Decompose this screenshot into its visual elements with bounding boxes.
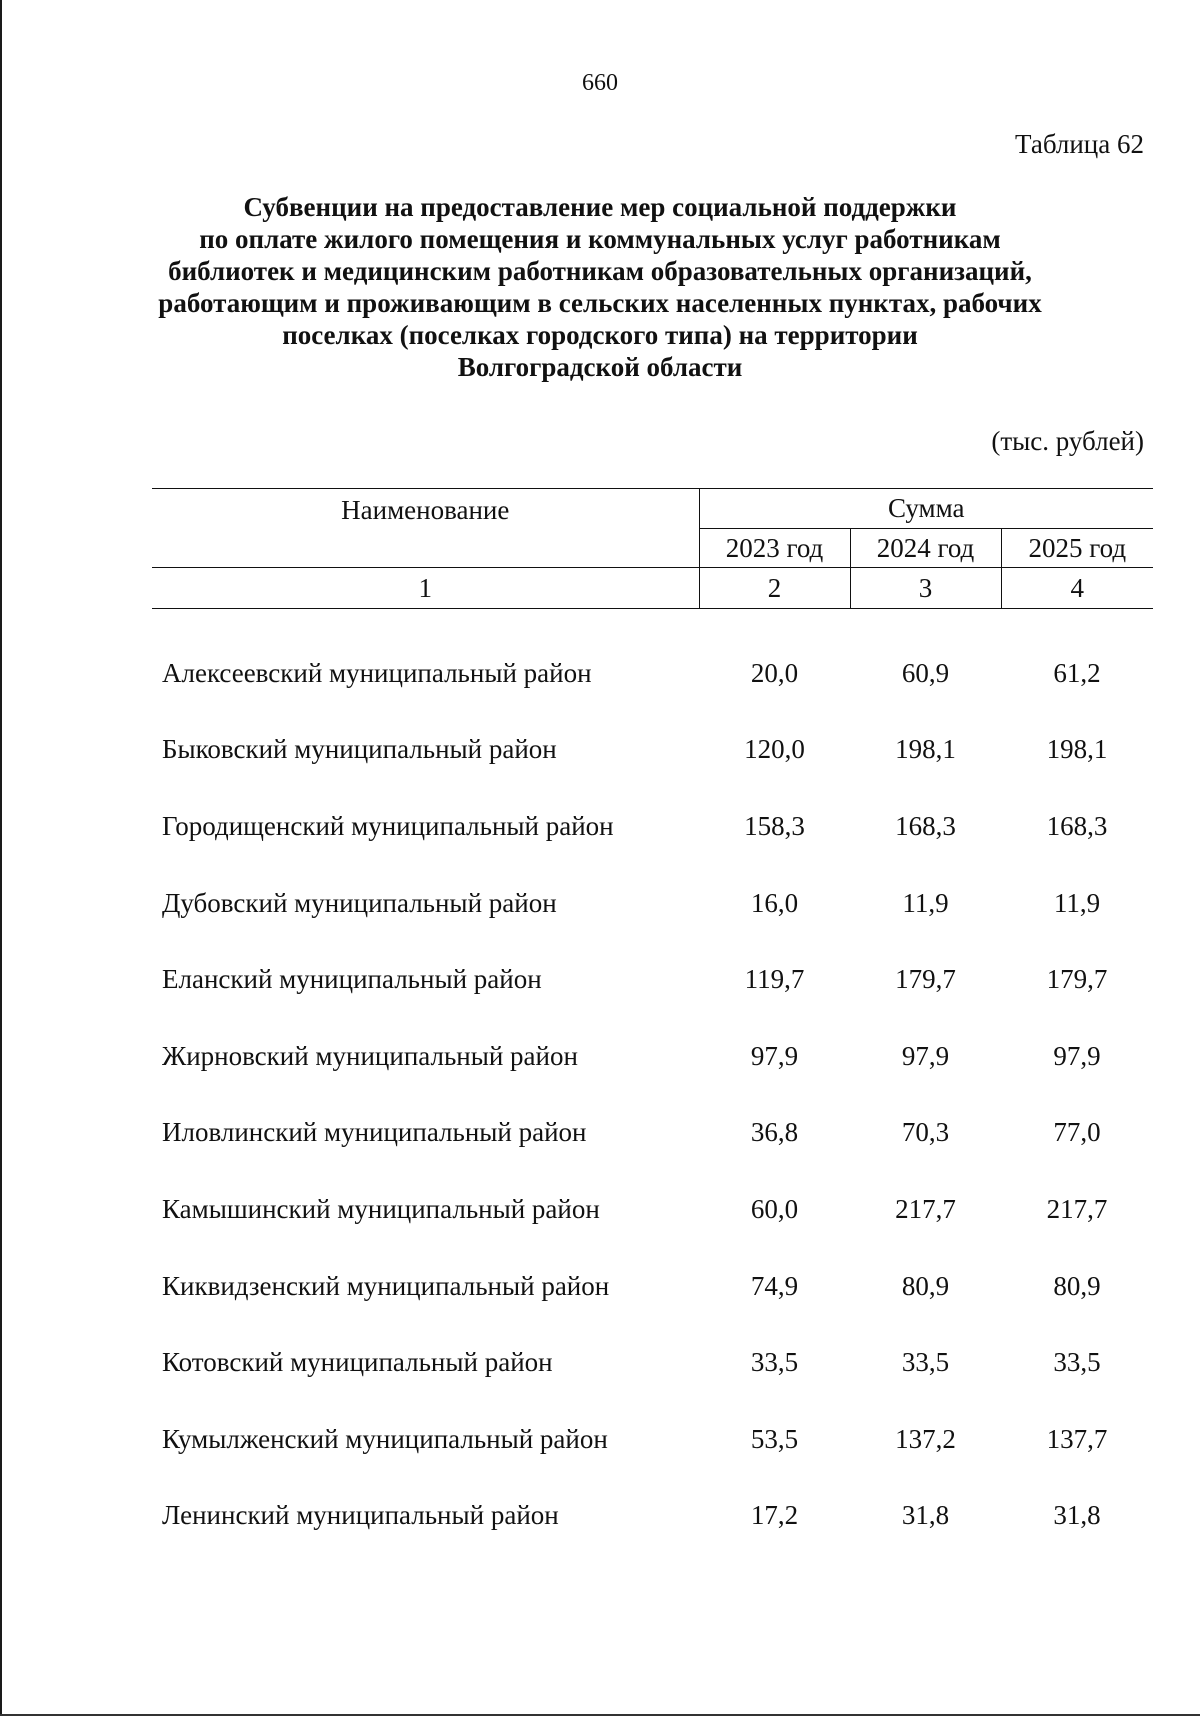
- value-2025: 11,9: [1053, 887, 1101, 918]
- value-2023: 120,0: [744, 734, 805, 765]
- table-row: [152, 1401, 1153, 1478]
- units-label: (тыс. рублей): [991, 426, 1144, 456]
- value-2023: 16,0: [750, 887, 799, 918]
- district-name: Киквидзенский муниципальный район: [162, 1270, 610, 1301]
- title-line: по оплате жилого помещения и коммунальных услуг работникам: [199, 224, 1001, 254]
- value-2023: 36,8: [750, 1117, 799, 1148]
- header-name: Наименование: [152, 489, 699, 568]
- value-2024: 11,9: [902, 887, 949, 918]
- subsidies-table: [152, 488, 1153, 1554]
- district-name: Ленинский муниципальный район: [162, 1500, 559, 1531]
- district-name: Кумылженский муниципальный район: [162, 1423, 608, 1454]
- value-2024: 60,9: [901, 657, 950, 688]
- value-2025: 217,7: [1046, 1193, 1108, 1224]
- document-title: [150, 191, 1050, 383]
- table-row: [152, 1324, 1153, 1401]
- value-2024: 179,7: [895, 964, 956, 995]
- district-name: Жирновский муниципальный район: [162, 1040, 578, 1071]
- title-line: работающим и проживающим в сельских населенных пунктах, рабочих: [158, 288, 1042, 318]
- column-number: 3: [850, 568, 1001, 609]
- value-2024: 217,7: [895, 1193, 956, 1224]
- district-name: Быковский муниципальный район: [162, 734, 557, 765]
- header-year-2025: 2025 год: [1001, 529, 1153, 568]
- value-2023: 97,9: [750, 1040, 799, 1071]
- value-2025: 198,1: [1046, 734, 1108, 765]
- table-row: [152, 1018, 1153, 1095]
- district-name: Алексеевский муниципальный район: [162, 657, 592, 688]
- column-number: 1: [152, 568, 699, 609]
- value-2023: 60,0: [750, 1193, 799, 1224]
- table-row: [152, 865, 1153, 942]
- value-2023: 158,3: [744, 810, 805, 841]
- district-name: Городищенский муниципальный район: [162, 810, 614, 841]
- value-2025: 137,7: [1046, 1423, 1108, 1454]
- column-number: 4: [1001, 568, 1153, 609]
- value-2024: 97,9: [901, 1040, 950, 1071]
- value-2024: 80,9: [901, 1270, 950, 1301]
- district-name: Иловлинский муниципальный район: [162, 1117, 587, 1148]
- value-2024: 137,2: [895, 1423, 956, 1454]
- value-2023: 17,2: [750, 1500, 799, 1531]
- value-2024: 168,3: [895, 810, 956, 841]
- value-2024: 198,1: [895, 734, 956, 765]
- value-2025: 33,5: [1053, 1347, 1101, 1378]
- table-label: Таблица 62: [1015, 129, 1144, 159]
- header-sum: Сумма: [699, 489, 1153, 529]
- value-2023: 33,5: [750, 1347, 799, 1378]
- table-row: [152, 712, 1153, 789]
- page-number: 660: [582, 70, 618, 96]
- value-2025: 77,0: [1053, 1117, 1101, 1148]
- scan-edge-left: [0, 0, 2, 1716]
- value-2025: 168,3: [1046, 810, 1108, 841]
- table-row: [152, 788, 1153, 865]
- district-name: Дубовский муниципальный район: [162, 887, 557, 918]
- title-line: поселках (поселках городского типа) на территории: [282, 320, 918, 350]
- value-2024: 31,8: [901, 1500, 950, 1531]
- value-2025: 80,9: [1053, 1270, 1101, 1301]
- value-2024: 70,3: [901, 1117, 950, 1148]
- value-2025: 179,7: [1046, 964, 1108, 995]
- value-2024: 33,5: [901, 1347, 950, 1378]
- title-line: библиотек и медицинским работникам образовательных организаций,: [168, 256, 1032, 286]
- value-2023: 119,7: [744, 964, 805, 995]
- header-year-2023: 2023 год: [699, 529, 850, 568]
- value-2025: 31,8: [1053, 1500, 1101, 1531]
- value-2023: 20,0: [750, 657, 799, 688]
- district-name: Еланский муниципальный район: [162, 964, 542, 995]
- table-row: [152, 941, 1153, 1018]
- table-row: [152, 1248, 1153, 1325]
- value-2023: 74,9: [750, 1270, 799, 1301]
- table-row: [152, 1478, 1153, 1555]
- value-2025: 61,2: [1053, 657, 1101, 688]
- value-2023: 53,5: [750, 1423, 799, 1454]
- district-name: Камышинский муниципальный район: [162, 1193, 600, 1224]
- value-2025: 97,9: [1053, 1040, 1101, 1071]
- table-row: [152, 1171, 1153, 1248]
- header-year-2024: 2024 год: [850, 529, 1001, 568]
- table-row: [152, 1095, 1153, 1172]
- title-line: Субвенции на предоставление мер социальной поддержки: [243, 192, 957, 222]
- district-name: Котовский муниципальный район: [162, 1347, 553, 1378]
- column-number: 2: [699, 568, 850, 609]
- table-row: [152, 635, 1153, 712]
- title-line: Волгоградской области: [457, 352, 743, 382]
